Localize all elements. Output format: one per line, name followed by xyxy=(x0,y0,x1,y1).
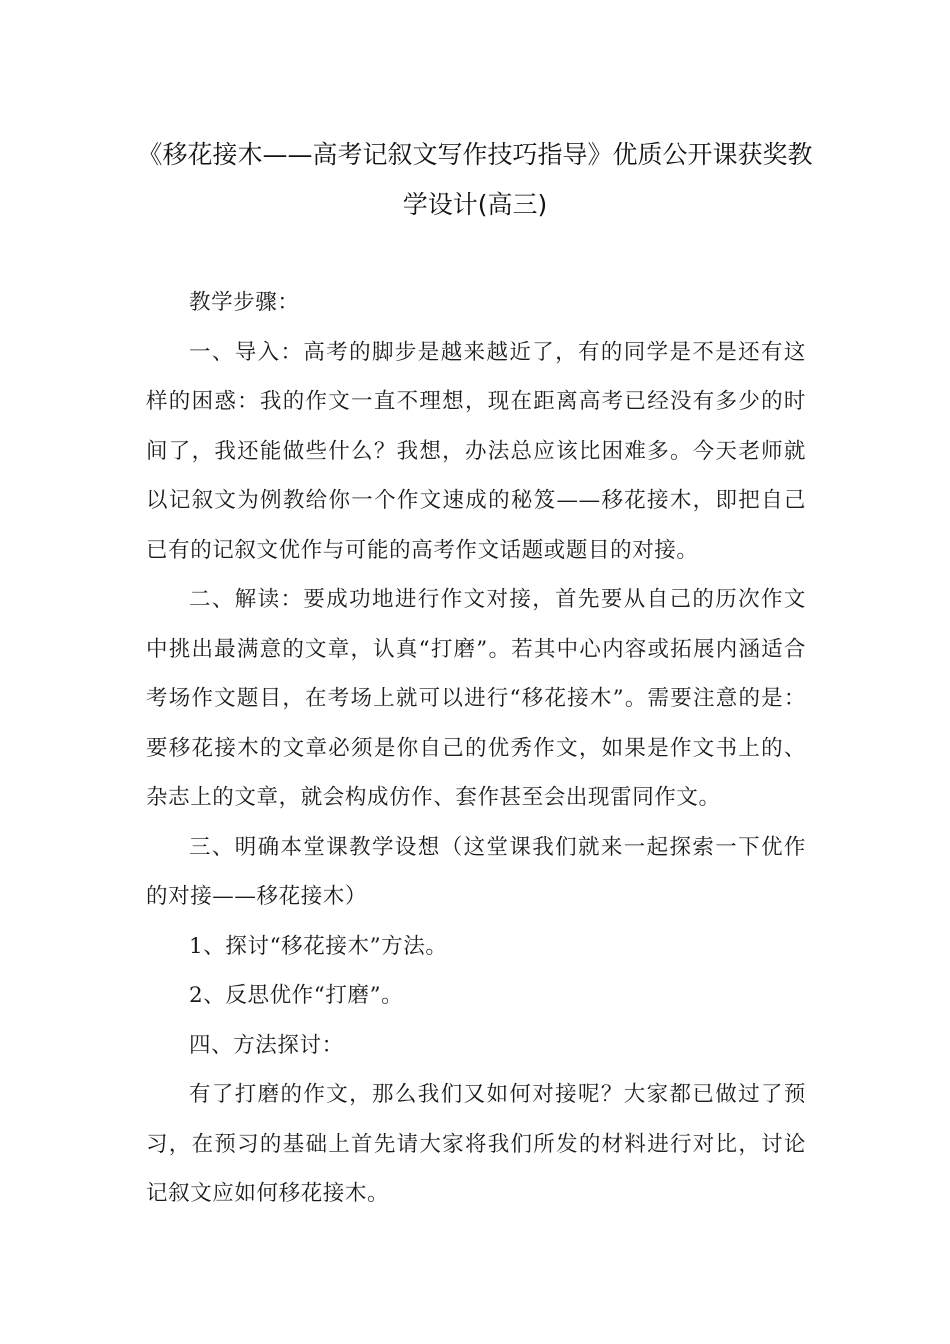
paragraph-steps-heading: 教学步骤： xyxy=(189,290,300,315)
paragraph-plan-item-1: 1、探讨“移花接木”方法。 xyxy=(189,933,448,959)
paragraph-method-heading: 四、方法探讨： xyxy=(189,1032,344,1058)
paragraph-lesson-plan: 三、明确本堂课教学设想（这堂课我们就来一起探索一下优作的对接——移花接木） xyxy=(146,834,806,909)
paragraph-interpretation: 二、解读：要成功地进行作文对接，首先要从自己的历次作文中挑出最满意的文章，认真“打磨”。若其中心内容或拓展内涵适合考场作文题目，在考场上就可以进行“移花接木”。需要注意的是：要移花接木的文章必须是你自己的优秀作文，如果是作文书上的、杂志上的文章，就会构成仿作、套作甚至会出现雷同作文。 xyxy=(146,587,806,810)
document-body xyxy=(146,278,806,1219)
paragraph-method-discussion: 有了打磨的作文，那么我们又如何对接呢？大家都已做过了预习，在预习的基础上首先请大家将我们所发的材料进行对比，讨论记叙文应如何移花接木。 xyxy=(146,1082,806,1206)
paragraph-introduction: 一、导入：高考的脚步是越来越近了，有的同学是不是还有这样的困惑：我的作文一直不理想，现在距离高考已经没有多少的时间了，我还能做些什么？我想，办法总应该比困难多。今天老师就以记叙文为例教给你一个作文速成的秘笈——移花接木，即把自己已有的记叙文优作与可能的高考作文话题或题目的对接。 xyxy=(146,339,806,563)
paragraph-plan-item-2: 2、反思优作“打磨”。 xyxy=(189,983,404,1008)
document-title: 《移花接木——高考记叙文写作技巧指导》优质公开课获奖教学设计(高三) xyxy=(137,140,813,219)
